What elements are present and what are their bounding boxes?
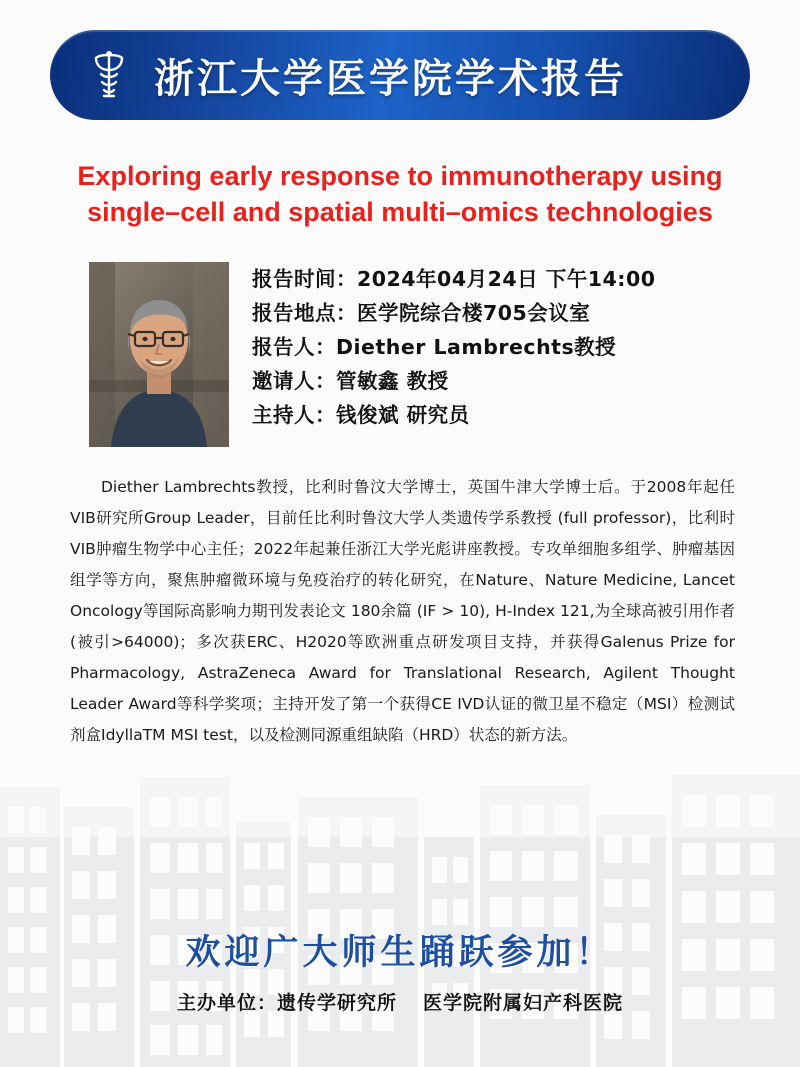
english-title-line1: Exploring early response to immunotherapy using [77,161,723,191]
event-speaker-label: 报告人： [252,335,336,359]
campus-building-background-illustration [0,767,800,1067]
organizers-line [0,988,800,1015]
english-title-line2: single–cell and spatial multi–omics technologies [87,197,713,227]
event-speaker-value: Diether Lambrechts教授 [336,335,617,359]
event-inviter-value: 管敏鑫 教授 [336,369,449,393]
event-place-row [252,296,722,330]
event-inviter-row [252,364,722,398]
event-speaker-row [252,330,722,364]
welcome-message: 欢迎广大师生踊跃参加！ [185,933,615,973]
event-host-label: 主持人： [252,403,336,427]
header-banner [50,30,750,120]
speaker-biography: Diether Lambrechts教授，比利时鲁汶大学博士，英国牛津大学博士后。于2008年起任VIB研究所Group Leader，目前任比利时鲁汶大学人类遗传学系教授 (full professor)，比利时VIB肿瘤生物学中心主任；2022年起兼任浙江大学光彪讲座教授。专攻单细胞多组学、肿瘤基因组学等方向，聚焦肿瘤微环境与免疫治疗的转化研究，在Nature、Nature Medicine, Lancet Oncology等国际高影响力期刊发表论文 180余篇 (IF > 10), H-Index 121,为全球高被引用作者 (被引>64000)；多次获ERC、H2020等欧洲重点研发项目支持，并获得Galenus Prize for Pharmacology, AstraZeneca Award for Translational Research, Agilent Thought Leader Award等科学奖项；主持开发了第一个获得CE IVD认证的微卫星不稳定（MSI）检测试剂盒IdyllaTM MSI test，以及检测同源重组缺陷（HRD）状态的新方法。 [70,478,735,744]
event-place-label: 报告地点： [252,301,357,325]
event-inviter-label: 邀请人： [252,369,336,393]
organizer-two: 医学院附属妇产科医院 [423,992,624,1014]
organizer-one: 遗传学研究所 [276,992,397,1014]
event-info-list [252,262,722,432]
banner-title: 浙江大学医学院学术报告 [154,55,627,102]
english-title [40,158,760,230]
caduceus-medical-logo-icon [78,44,140,106]
event-time-value: 2024年04月24日 下午14:00 [357,267,656,291]
event-time-row [252,262,722,296]
speaker-portrait-photo [89,262,229,447]
organizer-label: 主办单位： [176,992,277,1014]
event-time-label: 报告时间： [252,267,357,291]
event-host-value: 钱俊斌 研究员 [336,403,470,427]
event-place-value: 医学院综合楼705会议室 [357,301,591,325]
event-host-row [252,398,722,432]
